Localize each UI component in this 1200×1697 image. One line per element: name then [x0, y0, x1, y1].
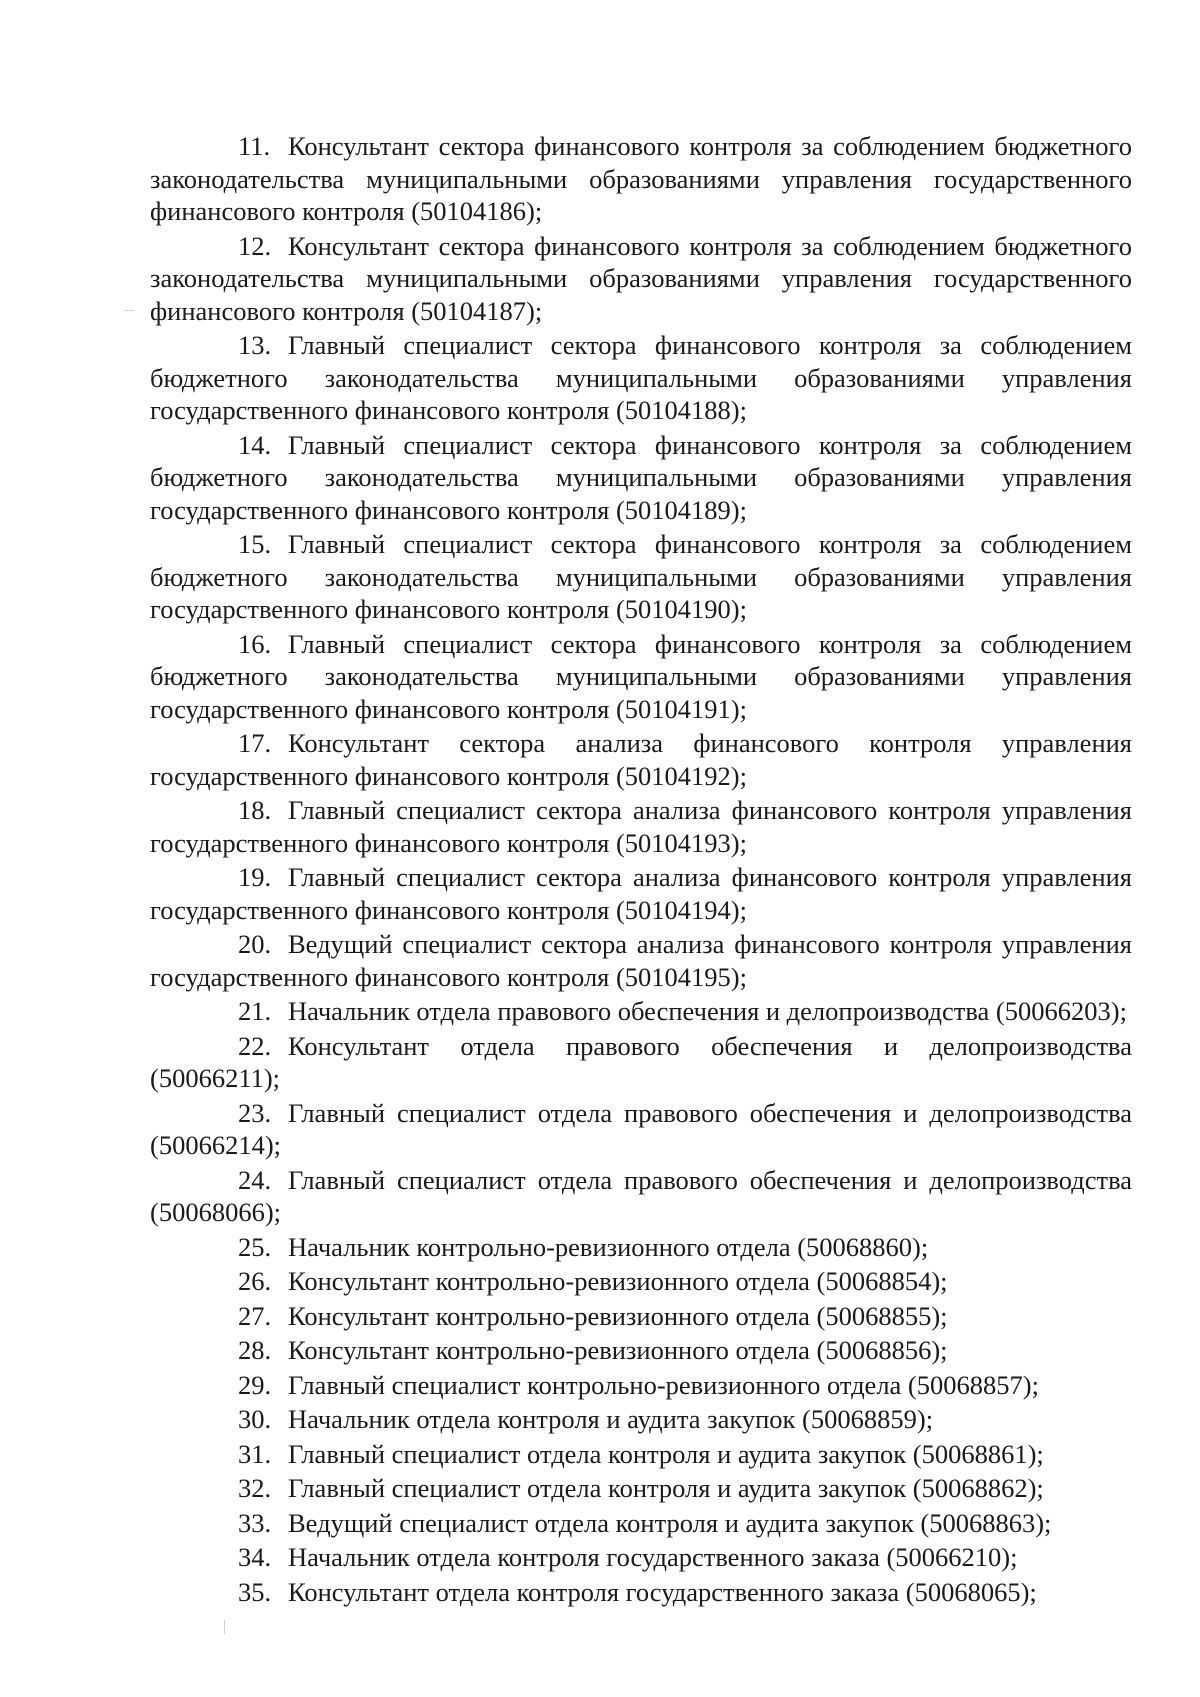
item-number: 23.	[238, 1097, 272, 1128]
item-number: 15.	[238, 529, 272, 559]
item-text: Главный специалист сектора анализа финансового контроля управления государственного финансового контроля (50104193);	[150, 795, 1132, 858]
list-item	[150, 995, 1132, 1028]
list-item	[150, 1403, 1132, 1436]
list-item	[150, 1097, 1132, 1162]
item-text: Начальник отдела правового обеспечения и делопроизводства (50066203);	[288, 996, 1127, 1026]
list-item	[150, 1576, 1132, 1609]
item-text: Главный специалист сектора финансового контроля за соблюдением бюджетного законодательства муниципальными образованиями управления государственного финансового контроля (50104189);	[150, 429, 1132, 525]
list-item	[150, 727, 1132, 792]
list-item	[150, 1369, 1132, 1402]
list-item	[150, 1231, 1132, 1264]
item-number: 14.	[238, 429, 272, 460]
item-number: 25.	[238, 1231, 272, 1262]
item-number: 22.	[238, 1030, 272, 1061]
item-number: 29.	[238, 1369, 272, 1400]
list-item	[150, 130, 1132, 228]
item-text: Главный специалист сектора финансового контроля за соблюдением бюджетного законодательства муниципальными образованиями управления государственного финансового контроля (50104188);	[150, 330, 1132, 425]
item-text: Главный специалист сектора финансового контроля за соблюдением бюджетного законодательства муниципальными образованиями управления государственного финансового контроля (50104191);	[150, 628, 1132, 724]
item-text: Главный специалист сектора анализа финансового контроля управления государственного финансового контроля (50104194);	[150, 862, 1132, 925]
item-text: Главный специалист отдела правового обеспечения и делопроизводства (50068066);	[150, 1164, 1132, 1227]
item-number: 32.	[238, 1473, 272, 1503]
list-item	[150, 1265, 1132, 1298]
item-text: Консультант сектора финансового контроля за соблюдением бюджетного законодательства муниципальными образованиями управления государственного финансового контроля (50104186);	[150, 131, 1132, 226]
list-item	[150, 794, 1132, 859]
item-text: Начальник контрольно-ревизионного отдела (50068860);	[288, 1231, 929, 1262]
item-text: Консультант контрольно-ревизионного отдела (50068855);	[288, 1300, 948, 1331]
item-text: Начальник отдела контроля и аудита закупок (50068859);	[288, 1404, 934, 1434]
list-item	[150, 928, 1132, 993]
item-number: 33.	[238, 1507, 272, 1538]
list-item	[150, 1300, 1132, 1333]
list-item	[150, 628, 1132, 726]
item-number: 21.	[238, 996, 272, 1026]
list-item	[150, 230, 1132, 328]
list-item	[150, 1541, 1132, 1574]
list-item	[150, 1334, 1132, 1367]
item-number: 13.	[238, 330, 272, 360]
item-text: Главный специалист контрольно-ревизионного отдела (50068857);	[288, 1369, 1039, 1400]
item-number: 30.	[238, 1404, 272, 1434]
item-number: 26.	[238, 1266, 272, 1296]
item-text: Ведущий специалист отдела контроля и аудита закупок (50068863);	[288, 1507, 1052, 1538]
item-number: 16.	[238, 628, 272, 659]
list-item	[150, 1164, 1132, 1229]
item-number: 18.	[238, 795, 272, 825]
list-item	[150, 1438, 1132, 1471]
item-text: Консультант сектора анализа финансового контроля управления государственного финансового контроля (50104192);	[150, 728, 1132, 791]
item-text: Главный специалист отдела контроля и аудита закупок (50068861);	[288, 1438, 1044, 1469]
item-number: 17.	[238, 728, 272, 758]
list-item	[150, 429, 1132, 527]
item-text: Ведущий специалист сектора анализа финансового контроля управления государственного финансового контроля (50104195);	[150, 929, 1132, 992]
item-text: Консультант сектора финансового контроля за соблюдением бюджетного законодательства муниципальными образованиями управления государственного финансового контроля (50104187);	[150, 230, 1132, 326]
list-item	[150, 329, 1132, 427]
item-text: Консультант контрольно-ревизионного отдела (50068854);	[288, 1266, 948, 1296]
position-list	[150, 130, 1132, 1608]
item-text: Консультант отдела контроля государственного заказа (50068065);	[288, 1576, 1037, 1607]
list-item	[150, 1030, 1132, 1095]
item-number: 31.	[238, 1438, 272, 1469]
item-text: Главный специалист отдела правового обеспечения и делопроизводства (50066214);	[150, 1097, 1132, 1160]
list-item	[150, 1472, 1132, 1505]
item-number: 28.	[238, 1335, 272, 1365]
list-item	[150, 528, 1132, 626]
item-number: 11.	[238, 131, 271, 161]
item-number: 24.	[238, 1164, 272, 1195]
scan-artifact	[224, 1620, 225, 1634]
item-number: 27.	[238, 1300, 272, 1331]
list-item	[150, 861, 1132, 926]
list-item	[150, 1507, 1132, 1540]
item-text: Начальник отдела контроля государственного заказа (50066210);	[288, 1542, 1018, 1572]
item-text: Консультант контрольно-ревизионного отдела (50068856);	[288, 1335, 948, 1365]
item-text: Главный специалист сектора финансового контроля за соблюдением бюджетного законодательства муниципальными образованиями управления государственного финансового контроля (50104190);	[150, 529, 1132, 624]
item-text: Главный специалист отдела контроля и аудита закупок (50068862);	[288, 1473, 1044, 1503]
item-number: 34.	[238, 1542, 272, 1572]
item-number: 20.	[238, 929, 272, 959]
item-text: Консультант отдела правового обеспечения и делопроизводства (50066211);	[150, 1030, 1132, 1093]
item-number: 35.	[238, 1576, 272, 1607]
item-number: 12.	[238, 230, 272, 261]
item-number: 19.	[238, 862, 272, 892]
scan-artifact	[124, 310, 134, 311]
